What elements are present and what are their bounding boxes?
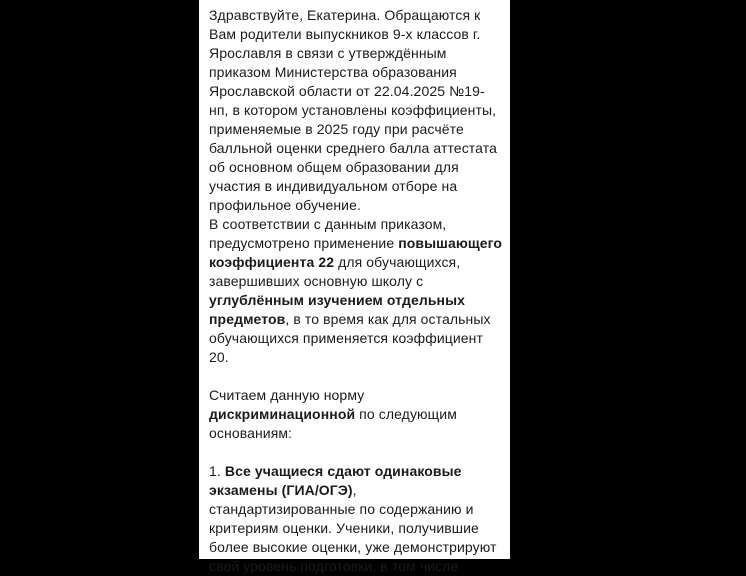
text-run: для обучающихся, xyxy=(334,254,461,270)
text-line: Здравствуйте, Екатерина. Обращаются к xyxy=(209,7,481,23)
text-line xyxy=(209,291,505,310)
text-line: приказом Министерства образования xyxy=(209,64,457,80)
text-line: Вам родители выпускников 9-х классов г. xyxy=(209,26,481,42)
bold-text-run: предметов xyxy=(209,311,286,327)
greeting-paragraph xyxy=(209,6,505,215)
text-line: Ярославской области от 22.04.2025 №19- xyxy=(209,83,485,99)
text-line: профильное обучение. xyxy=(209,197,361,213)
text-line xyxy=(209,310,505,329)
text-line: завершивших основную школу с xyxy=(209,273,424,289)
list-number: 1. xyxy=(209,463,225,479)
text-line xyxy=(209,234,505,253)
position-paragraph xyxy=(209,386,505,443)
text-line: об основном общем образовании для xyxy=(209,159,459,175)
text-line xyxy=(209,253,505,272)
text-line: критериям оценки. Ученики, получившие xyxy=(209,520,479,536)
text-line xyxy=(209,481,505,500)
text-line xyxy=(209,462,505,481)
text-run: по следующим xyxy=(355,406,457,422)
text-run: предусмотрено применение xyxy=(209,235,399,251)
text-line: свой уровень подготовки, в том числе xyxy=(209,558,459,574)
point-1-paragraph xyxy=(209,462,505,576)
bold-text-run: повышающего xyxy=(398,235,503,251)
message-document xyxy=(199,0,510,574)
text-line: В соответствии с данным приказом, xyxy=(209,216,447,232)
paragraph-spacer xyxy=(209,367,505,386)
text-line: более высокие оценки, уже демонстрируют xyxy=(209,539,497,555)
bold-text-run: экзамены (ГИА/ОГЭ) xyxy=(209,482,353,498)
text-run: , в то время как для остальных xyxy=(285,311,491,327)
text-line: балльной оценки среднего балла аттестата xyxy=(209,140,497,156)
text-line: обучающихся применяется коэффициент xyxy=(209,330,484,346)
text-line xyxy=(209,405,505,424)
text-line: нп, в котором установлены коэффициенты, xyxy=(209,102,497,118)
text-line: применяемые в 2025 году при расчёте xyxy=(209,121,464,137)
text-line: участия в индивидуальном отборе на xyxy=(209,178,458,194)
text-line: 20. xyxy=(209,349,229,365)
text-line: основаниям: xyxy=(209,425,293,441)
bold-text-run: дискриминационной xyxy=(209,406,356,422)
decree-paragraph xyxy=(209,215,505,367)
bold-text-run: углублённым изучением отдельных xyxy=(209,292,466,308)
text-line: Ярославля в связи с утверждённым xyxy=(209,45,447,61)
bold-text-run: коэффициента 22 xyxy=(209,254,335,270)
text-line: Считаем данную норму xyxy=(209,387,365,403)
message-body xyxy=(209,6,505,576)
text-run: , xyxy=(352,482,357,498)
text-line: стандартизированные по содержанию и xyxy=(209,501,474,517)
bold-text-run: Все учащиеся сдают одинаковые xyxy=(224,463,462,479)
paragraph-spacer xyxy=(209,443,505,462)
